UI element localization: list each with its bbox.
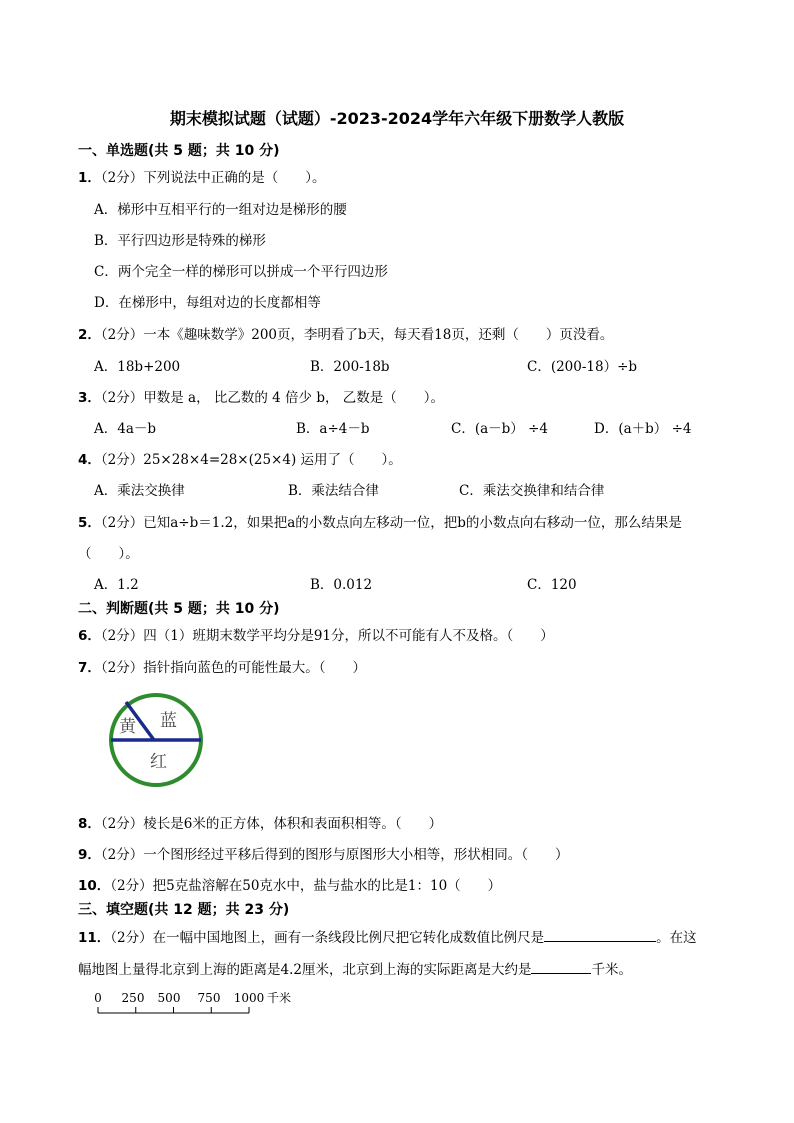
question-text: （2分）一本《趣味数学》200页，李明看了b天，每天看18页，还剩（ ）页没看。 [100, 327, 614, 343]
question-5-continued: （ ）。 [78, 546, 139, 562]
scale-tick-label: 0 [94, 991, 102, 1005]
q5-option-a: A．1.2 [94, 577, 139, 593]
question-number: 1． [78, 170, 101, 186]
q5-option-c: C．120 [527, 577, 577, 593]
q1-option-d: D．在梯形中，每组对边的长度都相等 [94, 295, 321, 311]
question-11 [78, 926, 697, 946]
question-8 [78, 812, 442, 832]
question-number: 6． [78, 628, 101, 644]
question-number: 10． [78, 878, 111, 894]
q2-option-a: A．18b+200 [94, 359, 181, 375]
spinner-label-blue: 蓝 [160, 711, 177, 731]
q4-option-b: B．乘法结合律 [288, 483, 379, 499]
answer-blank[interactable] [531, 959, 591, 974]
question-text: 。在这 [656, 930, 697, 946]
scale-tick-label: 750 [197, 991, 221, 1005]
question-9 [78, 843, 569, 863]
q5-option-b: B．0.012 [310, 577, 373, 593]
question-text: 千米。 [591, 962, 632, 978]
question-7 [78, 656, 366, 676]
q4-option-c: C．乘法交换律和结合律 [459, 483, 605, 499]
question-number: 7． [78, 660, 101, 676]
section-heading-single-choice: 一、单选题(共 5 题；共 10 分) [78, 143, 280, 159]
question-text: （2分）在一幅中国地图上，画有一条线段比例尺把它转化成数值比例尺是 [110, 930, 545, 946]
scale-tick-label: 250 [121, 991, 145, 1005]
question-text: （2分）甲数是 a， 比乙数的 4 倍少 b， 乙数是（ ）。 [100, 390, 445, 406]
q1-option-c: C．两个完全一样的梯形可以拼成一个平行四边形 [94, 264, 388, 280]
question-number: 9． [78, 847, 101, 863]
question-text: （2分）把5克盐溶解在50克水中，盐与盐水的比是1：10（ ） [110, 878, 502, 894]
q1-option-a: A．梯形中互相平行的一组对边是梯形的腰 [94, 202, 347, 218]
question-text: （2分）25×28×4=28×(25×4) 运用了（ ）。 [100, 452, 402, 468]
spinner-label-red: 红 [150, 752, 167, 772]
scale-tick-label: 500 [157, 991, 181, 1005]
answer-blank[interactable] [544, 927, 656, 942]
spinner-figure [106, 690, 206, 790]
q2-option-c: C．(200-18）÷b [527, 359, 638, 375]
question-4 [78, 448, 402, 468]
question-number: 11． [78, 930, 111, 946]
question-5 [78, 511, 682, 531]
scale-bar [92, 988, 312, 1020]
question-number: 8． [78, 816, 101, 832]
q3-option-b: B．a÷4－b [296, 421, 370, 437]
q3-option-d: D．(a＋b） ÷4 [594, 421, 692, 437]
section-heading-fill-blank: 三、填空题(共 12 题；共 23 分) [78, 902, 290, 918]
q4-option-a: A．乘法交换律 [94, 483, 185, 499]
q2-option-b: B．200-18b [310, 359, 390, 375]
q1-option-b: B．平行四边形是特殊的梯形 [94, 233, 266, 249]
question-text: （2分）已知a÷b＝1.2，如果把a的小数点向左移动一位，把b的小数点向右移动一位，那么结果是 [100, 515, 682, 531]
q3-option-a: A．4a－b [94, 421, 157, 437]
question-6 [78, 624, 554, 644]
question-number: 4． [78, 452, 101, 468]
q3-option-c: C．(a－b） ÷4 [451, 421, 548, 437]
question-text: 幅地图上量得北京到上海的距离是4.2厘米，北京到上海的实际距离是大约是 [78, 962, 532, 978]
section-heading-true-false: 二、判断题(共 5 题；共 10 分) [78, 601, 280, 617]
question-text: （2分）四（1）班期末数学平均分是91分，所以不可能有人不及格。（ ） [100, 628, 554, 644]
question-2 [78, 323, 613, 343]
scale-unit-label: 千米 [267, 991, 292, 1005]
question-text: （2分）一个图形经过平移后得到的图形与原图形大小相等，形状相同。（ ） [100, 847, 569, 863]
question-number: 3． [78, 390, 101, 406]
question-text: （2分）下列说法中正确的是（ ）。 [100, 170, 326, 186]
question-text: （2分）指针指向蓝色的可能性最大。（ ） [100, 660, 366, 676]
page-title: 期末模拟试题（试题）-2023-2024学年六年级下册数学人教版 [169, 109, 625, 128]
question-1 [78, 166, 326, 186]
spinner-label-yellow: 黄 [119, 717, 136, 737]
question-number: 2． [78, 327, 101, 343]
question-3 [78, 386, 444, 406]
question-number: 5． [78, 515, 101, 531]
scale-tick-label: 1000 [233, 991, 265, 1005]
question-10 [78, 874, 501, 894]
question-text: （2分）棱长是6米的正方体，体积和表面积相等。（ ） [100, 816, 443, 832]
question-11-continued [78, 958, 632, 978]
